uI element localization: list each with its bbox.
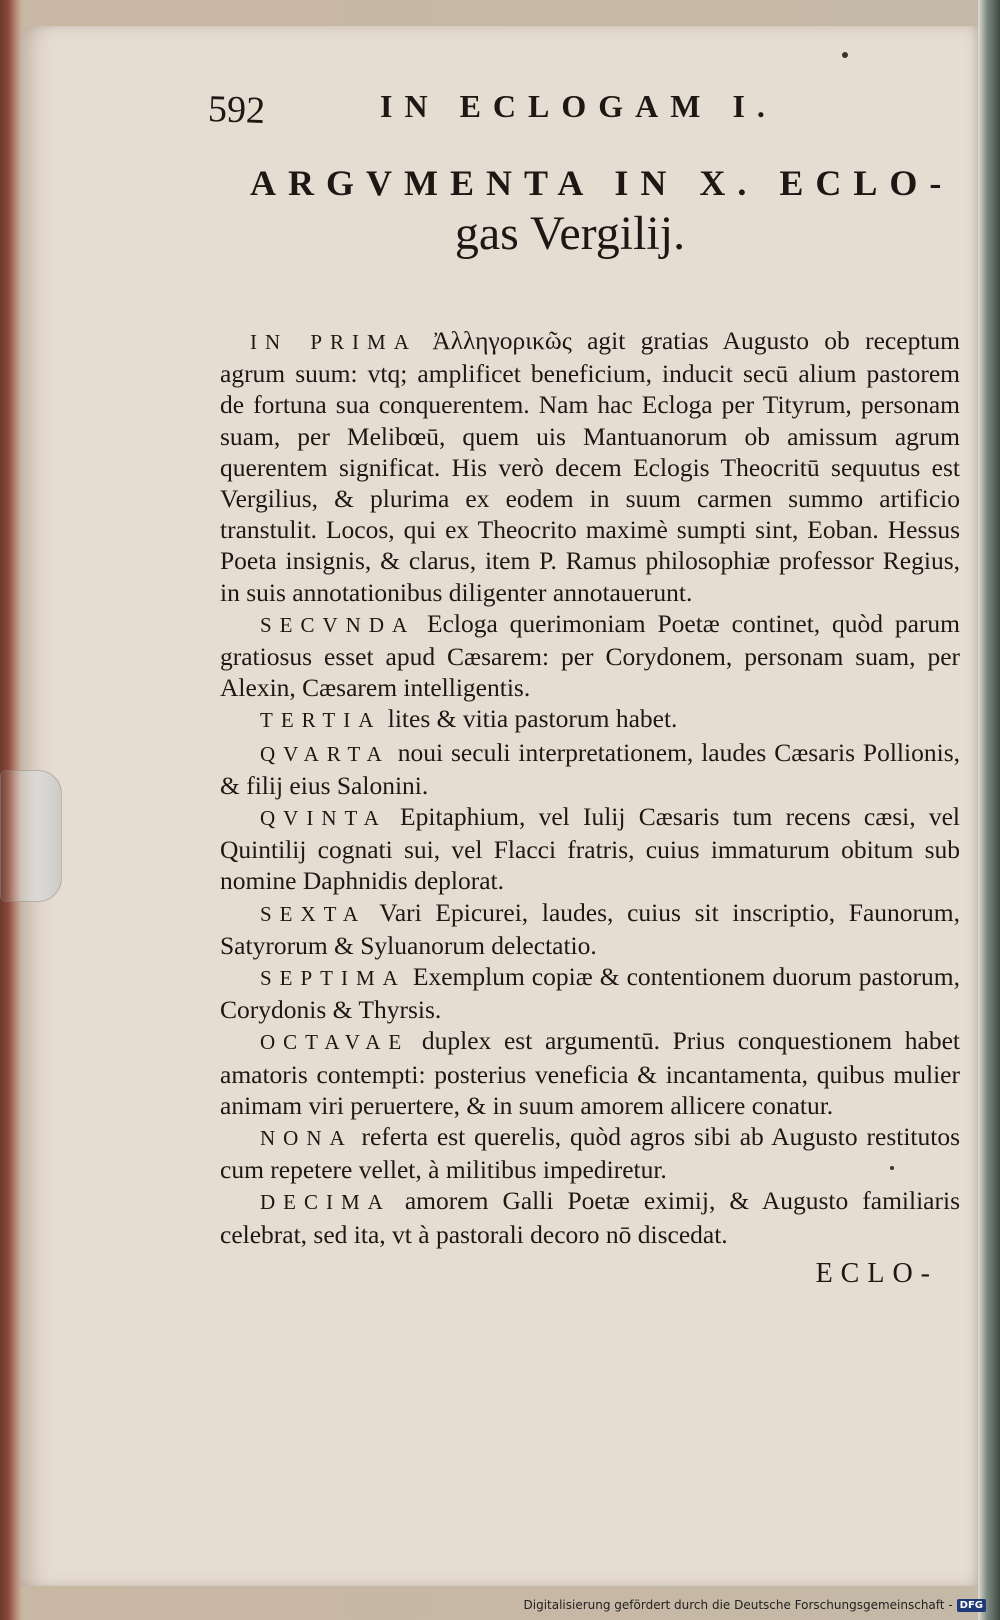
paragraph-text: noui seculi interpretationem, laudes Cæsaris Pollionis, & filij eius Salonini. — [220, 737, 960, 800]
paragraph-lead: IN PRIMA — [250, 330, 417, 354]
paragraph-septima — [220, 961, 960, 1025]
section-title-line-1: ARGVMENTA IN X. ECLO- — [250, 163, 954, 203]
paragraph-text: lites & vitia pastorum habet. — [381, 704, 678, 734]
page-number: 592 — [207, 88, 266, 132]
paragraph-text: duplex est argumentū. Prius conquestionem habet amatoris contempti: posterius veneficia & incantamenta, quibus mulier animam viri peruertere, & in suum amorem allicere conatur. — [220, 1026, 960, 1120]
body-text — [220, 325, 960, 1250]
paragraph-decima — [220, 1185, 960, 1249]
paragraph-octava — [220, 1025, 960, 1121]
paragraph-text: Ecloga querimoniam Poetæ continet, quòd parum gratiosus esset apud Cæsarem: per Corydonem, personam suam, per Alexin, Cæsarem intelligentis. — [220, 608, 960, 703]
ink-speck — [842, 52, 848, 58]
paragraph-text: Vari Epicurei, laudes, cuius sit inscriptio, Faunorum, Satyrorum & Syluanorum delectatio. — [220, 897, 960, 960]
paragraph-lead: SECVNDA — [260, 612, 416, 637]
running-head-title: IN ECLOGAM I. — [380, 88, 777, 124]
paragraph-text: Exemplum copiæ & contentionem duorum pastorum, Corydonis & Thyrsis. — [220, 962, 960, 1025]
paragraph-lead: NONA — [260, 1126, 353, 1151]
paragraph-quarta — [220, 737, 960, 801]
paragraph-lead: DECIMA — [260, 1190, 391, 1215]
paragraph-nona — [220, 1121, 960, 1185]
digitization-footer — [524, 1598, 987, 1612]
paragraph-lead: TERTIA — [260, 708, 382, 733]
paragraph-lead: SEXTA — [260, 901, 366, 926]
catchword: ECLO- — [815, 1257, 938, 1289]
paragraph-secunda — [220, 608, 960, 704]
section-title-line-2: gas Vergilij. — [454, 207, 686, 260]
paragraph-lead: QVINTA — [260, 806, 387, 831]
page-clip — [0, 770, 62, 902]
paragraph-sexta — [220, 897, 960, 961]
paragraph-text: Epitaphium, vel Iulij Cæsaris tum recens cæsi, vel Quintilij cognati sui, vel Flacci fratris, cuius immaturum obitum sub nomine Daphnidis deplorat. — [220, 802, 960, 896]
footer-credit: Digitalisierung gefördert durch die Deutsche Forschungsgemeinschaft - — [523, 1598, 953, 1612]
running-head — [207, 60, 960, 132]
book-cover-edge — [978, 0, 1000, 1620]
page-content — [207, 60, 960, 1290]
paragraph-lead: SEPTIMA — [260, 966, 406, 991]
paragraph-lead: OCTAVAE — [260, 1030, 410, 1055]
paragraph-prima — [220, 325, 960, 608]
paragraph-quinta — [220, 801, 960, 897]
paragraph-text: amorem Galli Poetæ eximij, & Augusto familiaris celebrat, sed ita, vt à pastorali decoro nō discedat. — [220, 1186, 960, 1249]
paragraph-text: referta est querelis, quòd agros sibi ab Augusto restitutos cum repetere vellet, à militibus impediretur. — [220, 1122, 960, 1185]
paragraph-tertia — [220, 703, 960, 736]
paragraph-text: Ἀλληγορικῶς agit gratias Augusto ob receptum agrum suum: vtq; amplificet beneficium, inducit secū alium pastorem de fortuna sua conquerentem. Nam hac Ecloga per Tityrum, personam suam, per Melibœū, quem uis Mantuanorum ob amissum agrum querentem significat. His verò decem Eclogis Theocritū sequutus est Vergilius, & plurima ex eodem in suum carmen summo artificio transtulit. Locos, qui ex Theocrito maximè sumpti sint, Eoban. Hessus Poeta insignis, & clarus, item P. Ramus philosophiæ professor Regius, in suis annotationibus diligenter annotauerunt. — [220, 326, 960, 607]
paragraph-lead: QVARTA — [260, 741, 390, 766]
dfg-logo-icon[interactable]: DFG — [957, 1599, 986, 1612]
